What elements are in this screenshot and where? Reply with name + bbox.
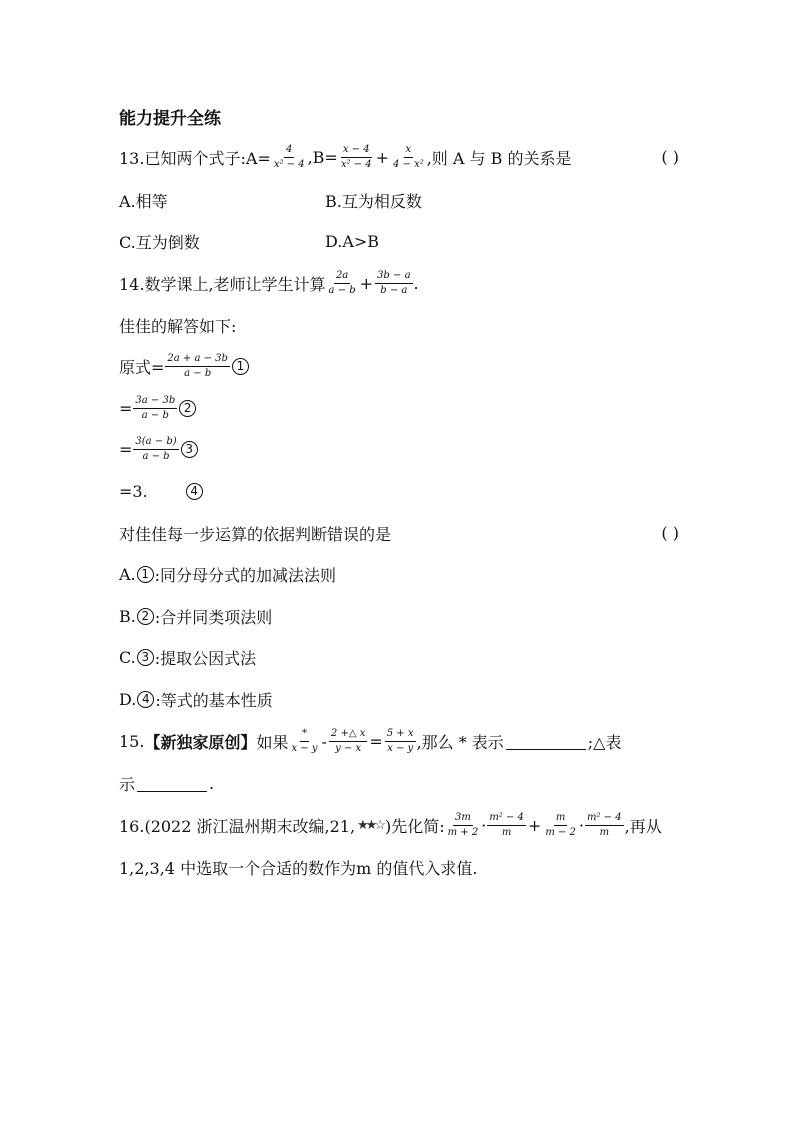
q16-fraction-4: $\frac{\text{m² − 4}}{m}$ <box>587 812 622 838</box>
q15-lead: 如果 <box>256 732 289 752</box>
q16-line2-text: 1,2,3,4 中选取一个合适的数作为m 的值代入求值. <box>119 858 478 878</box>
q14-step1-fraction: $\frac{2a + a - 3b}{a - b}$ <box>167 353 228 379</box>
q14-option-a[interactable] <box>119 557 679 591</box>
q14-intro <box>119 308 679 342</box>
q14-answer-paren: ( ) <box>661 523 679 543</box>
step-marker-4: 4 <box>137 691 154 708</box>
q15-line2-suffix: . <box>209 773 215 793</box>
q14-option-a-letter: A. <box>119 564 136 584</box>
q14-option-d[interactable] <box>119 682 679 716</box>
q16-dot-2: · <box>578 815 585 835</box>
q13-plus: + <box>375 147 389 167</box>
q14-step-2 <box>119 391 679 425</box>
q14-question-text: 对佳佳每一步运算的依据判断错误的是 <box>119 524 392 544</box>
step-marker-3: 3 <box>137 649 154 666</box>
q13-option-d[interactable]: D.A>B <box>325 231 380 251</box>
q14-step2-prefix: = <box>119 398 133 418</box>
q15-fraction-3: $\frac{5 + x}{x - y}$ <box>386 728 414 754</box>
q14-option-a-text: :同分母分式的加减法法则 <box>154 565 337 585</box>
q16-fraction-1: $\frac{3m}{m + 2}$ <box>447 812 479 838</box>
q14-step-4 <box>119 474 679 508</box>
q16-fraction-2: $\frac{\text{m² − 4}}{m}$ <box>489 812 524 838</box>
q13-option-b[interactable]: B.互为相反数 <box>325 191 422 211</box>
q15-equals: = <box>369 731 383 751</box>
step-marker-4: 4 <box>186 483 203 500</box>
section-title-text: 能力提升全练 <box>119 108 221 129</box>
q14-fraction-1: $\frac{2a}{a - b}$ <box>328 270 356 296</box>
q14-option-c[interactable] <box>119 640 679 674</box>
q13-fraction-b1: $\frac{x - 4}{\text{x² − 4}}$ <box>340 144 372 170</box>
q15-tag: 【新独家原创】 <box>144 732 257 752</box>
q15-line2-prefix: 示 <box>119 774 136 794</box>
q14-suffix: . <box>413 273 419 293</box>
step-marker-1: 1 <box>137 566 154 583</box>
question-15 <box>119 724 679 758</box>
q16-suffix: ,再从 <box>624 816 662 836</box>
q14-option-d-text: :等式的基本性质 <box>155 690 273 710</box>
q15-minus: - <box>321 731 327 751</box>
question-14 <box>119 266 679 300</box>
q14-option-b-text: :合并同类项法则 <box>154 607 273 627</box>
q14-step3-fraction: $\frac{3(a - b)}{a - b}$ <box>135 436 177 462</box>
q16-plus: + <box>527 815 542 835</box>
q15-blank-1[interactable] <box>506 733 586 750</box>
question-16 <box>119 808 679 842</box>
q16-dot-1: · <box>481 815 487 835</box>
q14-step-3 <box>119 432 679 466</box>
q15-line-2 <box>119 766 679 800</box>
q15-fraction-1: $\frac{*}{x - y}$ <box>291 728 318 754</box>
step-marker-2: 2 <box>179 400 196 417</box>
q13-options-row-2 <box>119 224 679 258</box>
q13-option-a[interactable]: A.相等 <box>119 191 168 211</box>
section-title <box>119 99 679 133</box>
q14-step-1 <box>119 349 679 383</box>
q14-prefix: 14.数学课上,老师让学生计算 <box>119 274 326 294</box>
q13-mid: ,B= <box>307 147 338 167</box>
q13-prefix: 13.已知两个式子:A= <box>119 148 271 168</box>
q15-fraction-2: $\frac{2 +\triangle x}{y - x}$ <box>330 728 366 754</box>
step-marker-3: 3 <box>181 441 198 458</box>
q13-fraction-b2: $\frac{x}{\text{4 − x²}}$ <box>392 144 424 170</box>
difficulty-stars-icon: ★★☆ <box>357 817 383 833</box>
q15-after-blank: ;△表 <box>587 732 622 752</box>
q13-fraction-a: $\frac{4}{\text{x² − 4}}$ <box>273 144 305 170</box>
q15-blank-2[interactable] <box>137 775 207 792</box>
q15-number: 15. <box>119 731 145 751</box>
q13-option-c[interactable]: C.互为倒数 <box>119 232 200 252</box>
q16-prefix2: )先化简: <box>385 816 445 836</box>
q14-step4-text: =3. <box>119 481 148 501</box>
q14-question <box>119 516 679 550</box>
step-marker-2: 2 <box>137 608 154 625</box>
q14-step3-prefix: = <box>119 439 133 459</box>
q13-options-row-1 <box>119 183 679 217</box>
step-marker-1: 1 <box>232 358 249 375</box>
q16-line-2 <box>119 850 679 884</box>
q14-step1-prefix: 原式= <box>119 357 165 377</box>
q14-option-b-letter: B. <box>119 606 136 626</box>
q16-prefix: 16.(2022 浙江温州期末改编,21, <box>119 816 356 836</box>
q14-option-c-text: :提取公因式法 <box>154 648 257 668</box>
q14-option-d-letter: D. <box>119 689 137 709</box>
question-13 <box>119 140 679 174</box>
q16-fraction-3: $\frac{m}{m - 2}$ <box>545 812 576 838</box>
q14-fraction-2: $\frac{3b - a}{b - a}$ <box>377 270 411 296</box>
q14-option-c-letter: C. <box>119 647 136 667</box>
q14-step2-fraction: $\frac{3a - 3b}{a - b}$ <box>135 395 176 421</box>
q13-answer-paren: ( ) <box>661 147 679 167</box>
q14-intro-text: 佳佳的解答如下: <box>119 316 237 336</box>
q13-suffix: ,则 A 与 B 的关系是 <box>426 148 572 168</box>
q15-mid: ,那么 * 表示 <box>416 732 504 752</box>
q14-plus: + <box>359 273 374 293</box>
q14-option-b[interactable] <box>119 599 679 633</box>
